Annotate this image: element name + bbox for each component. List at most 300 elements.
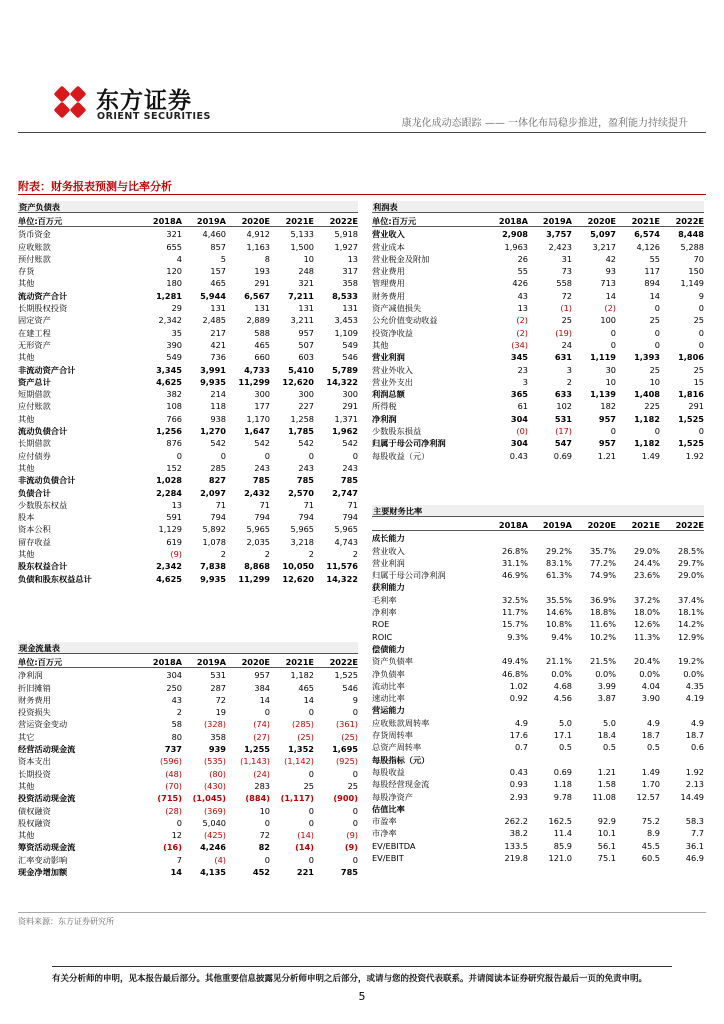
cell-value: 11,299 xyxy=(238,376,270,387)
row-label: 公允价值变动收益 xyxy=(372,315,438,326)
cell-value: 8.9 xyxy=(646,828,660,839)
row-label: 流动负债合计 xyxy=(18,426,68,437)
cell-value: 857 xyxy=(210,241,226,252)
cell-value: (14) xyxy=(297,830,314,841)
cell-value: 61 xyxy=(517,401,528,412)
cell-value: 11,576 xyxy=(326,561,358,572)
cell-value: 0.69 xyxy=(553,450,572,461)
cell-value: 0 xyxy=(352,768,358,779)
cell-value: 83.1% xyxy=(545,557,572,568)
cell-value xyxy=(484,532,528,544)
cell-value: 3 xyxy=(522,376,528,387)
table-row xyxy=(372,388,704,400)
cell-value: 29.2% xyxy=(545,545,572,556)
cell-value: 18.7 xyxy=(641,730,660,741)
cell-value: 37.2% xyxy=(633,594,660,605)
cell-value: 2,747 xyxy=(332,487,358,498)
cell-value: 14,322 xyxy=(326,573,358,584)
table-row xyxy=(372,532,704,544)
cell-value: (70) xyxy=(165,780,182,791)
cell-value xyxy=(616,803,660,815)
cell-value: 285 xyxy=(210,462,226,473)
table-row xyxy=(372,569,704,581)
cell-value: 5.0 xyxy=(558,717,572,728)
cell-value: 120 xyxy=(166,266,182,277)
row-label: 其它 xyxy=(18,731,35,742)
table-row xyxy=(372,643,704,655)
cell-value xyxy=(572,643,616,655)
cell-value: 35.7% xyxy=(589,545,616,556)
balance-sheet-table xyxy=(18,201,358,585)
cell-value: 5,944 xyxy=(200,290,226,301)
table-row xyxy=(372,852,704,864)
cell-value: 0 xyxy=(698,426,704,437)
cell-value: 3,991 xyxy=(200,364,226,375)
cell-value: 1,256 xyxy=(156,426,182,437)
year-header: 2021E xyxy=(631,520,660,530)
cell-value xyxy=(660,643,704,655)
cell-value: 1,182 xyxy=(634,413,660,424)
row-label: 营业收入 xyxy=(372,229,405,240)
cell-value: 25 xyxy=(347,780,358,791)
table-row xyxy=(18,241,358,253)
cell-value: 35 xyxy=(171,327,182,338)
cell-value: 531 xyxy=(210,670,226,681)
row-label: 成长能力 xyxy=(372,533,405,544)
table-row xyxy=(372,400,704,412)
cell-value: 58 xyxy=(171,719,182,730)
cell-value: 300 xyxy=(298,389,314,400)
cell-value: 5,892 xyxy=(202,524,226,535)
table-row xyxy=(18,290,358,302)
row-label: 总资产周转率 xyxy=(372,742,422,753)
cell-value: 248 xyxy=(298,266,314,277)
cell-value: 21.5% xyxy=(589,656,616,667)
cell-value: 2 xyxy=(264,549,270,560)
cell-value: 2,342 xyxy=(156,561,182,572)
cell-value: (535) xyxy=(203,756,226,767)
cell-value: 31 xyxy=(561,253,572,264)
cell-value xyxy=(484,754,528,766)
cell-value: 304 xyxy=(510,438,528,449)
cell-value: 0 xyxy=(264,450,270,461)
cell-value: 14 xyxy=(605,290,616,301)
cell-value: 26 xyxy=(517,253,528,264)
cell-value: 75.2 xyxy=(641,816,660,827)
row-label: ROIC xyxy=(372,631,393,642)
balance-sheet-title: 资产负债表 xyxy=(18,201,358,213)
footer-divider xyxy=(52,966,672,967)
cell-value: 55 xyxy=(517,266,528,277)
table-row xyxy=(372,351,704,363)
cell-value: 85.9 xyxy=(553,840,572,851)
cell-value: 1.21 xyxy=(597,766,616,777)
cell-value: (4) xyxy=(214,854,226,865)
row-label: ROE xyxy=(372,619,390,630)
cell-value: 28.5% xyxy=(677,545,704,556)
cell-value: 2 xyxy=(308,549,314,560)
year-header: 2020E xyxy=(587,216,616,226)
cell-value: 957 xyxy=(298,327,314,338)
cell-value: 633 xyxy=(554,389,572,400)
cell-value: 8,868 xyxy=(244,561,270,572)
cell-value: 1,028 xyxy=(156,475,182,486)
cell-value: 9.3% xyxy=(507,631,528,642)
cell-value: 19 xyxy=(215,707,226,718)
table-row xyxy=(372,704,704,716)
cell-value: (328) xyxy=(203,719,226,730)
cell-value: (17) xyxy=(555,426,572,437)
cell-value: 365 xyxy=(510,389,528,400)
row-label: 财务费用 xyxy=(18,694,51,705)
cell-value: 2,342 xyxy=(158,315,182,326)
cell-value: 549 xyxy=(342,339,358,350)
cell-value: 1,109 xyxy=(334,327,358,338)
cell-value: 9,935 xyxy=(200,573,226,584)
cell-value: 214 xyxy=(210,389,226,400)
cell-value: 1.02 xyxy=(509,680,528,691)
cell-value: 4.04 xyxy=(641,680,660,691)
row-label: 股本 xyxy=(18,512,35,523)
row-label: 营运能力 xyxy=(372,705,405,716)
cell-value: 655 xyxy=(166,241,182,252)
cell-value: 1,139 xyxy=(590,389,616,400)
cell-value: 12,620 xyxy=(282,573,314,584)
cell-value: (80) xyxy=(209,768,226,779)
row-label: 短期借款 xyxy=(18,389,51,400)
row-label: 应付债券 xyxy=(18,450,51,461)
cell-value: 72 xyxy=(215,694,226,705)
cell-value: 0 xyxy=(220,450,226,461)
cell-value: 29 xyxy=(171,303,182,314)
cell-value: 25 xyxy=(693,315,704,326)
cell-value: 3,211 xyxy=(290,315,314,326)
year-header: 2020E xyxy=(241,216,270,226)
cell-value: (1,117) xyxy=(280,793,314,804)
cell-value: (19) xyxy=(555,327,572,338)
cell-value: 131 xyxy=(254,303,270,314)
table-row xyxy=(18,474,358,486)
cell-value: 10.1 xyxy=(597,828,616,839)
cell-value: 46.9 xyxy=(685,853,704,864)
cell-value: 80 xyxy=(171,731,182,742)
cell-value: 55 xyxy=(649,253,660,264)
year-header: 2022E xyxy=(329,216,358,226)
cell-value: 30 xyxy=(605,364,616,375)
cell-value: 1,647 xyxy=(244,426,270,437)
cell-value: 1.18 xyxy=(553,779,572,790)
cell-value: 133.5 xyxy=(504,840,528,851)
cell-value: 38.2 xyxy=(509,828,528,839)
cell-value: 0 xyxy=(698,303,704,314)
cell-value: 9.4% xyxy=(551,631,572,642)
cell-value: 15 xyxy=(693,376,704,387)
cell-value: 71 xyxy=(259,499,270,510)
table-row xyxy=(372,717,704,729)
table-row xyxy=(372,364,704,376)
table-row xyxy=(372,655,704,667)
cell-value: 2,284 xyxy=(156,487,182,498)
year-header: 2022E xyxy=(675,216,704,226)
table-row xyxy=(372,241,704,253)
table-row xyxy=(372,766,704,778)
table-header-row xyxy=(18,656,358,668)
cell-value: 0 xyxy=(264,854,270,865)
cell-value xyxy=(572,704,616,716)
cell-value: 100 xyxy=(600,315,616,326)
cell-value: 1.49 xyxy=(641,766,660,777)
cell-value: 0 xyxy=(308,707,314,718)
row-label: 存货 xyxy=(18,266,35,277)
cell-value: 71 xyxy=(303,499,314,510)
row-label: EV/EBIT xyxy=(372,853,404,864)
cell-value: 14 xyxy=(170,867,182,878)
cell-value: 46.9% xyxy=(501,570,528,581)
company-logo xyxy=(48,80,211,124)
cell-value: 1.70 xyxy=(641,779,660,790)
cell-value xyxy=(484,643,528,655)
cell-value: (27) xyxy=(253,731,270,742)
cell-value: 345 xyxy=(510,352,528,363)
row-label: 其他 xyxy=(18,462,35,473)
cell-value: 17.6 xyxy=(509,730,528,741)
row-label: 少数股东权益 xyxy=(18,499,68,510)
cell-value: (34) xyxy=(511,339,528,350)
cell-value: 73 xyxy=(561,266,572,277)
row-label: 资产减值损失 xyxy=(372,303,422,314)
row-label: 毛利率 xyxy=(372,594,397,605)
cell-value: 426 xyxy=(512,278,528,289)
row-label: 现金净增加额 xyxy=(18,867,68,878)
row-label: 获利能力 xyxy=(372,582,405,593)
cell-value: 4.9 xyxy=(690,717,704,728)
cell-value xyxy=(660,532,704,544)
header-divider xyxy=(18,132,706,133)
cell-value: 957 xyxy=(254,670,270,681)
cell-value: 12.57 xyxy=(636,791,660,802)
cell-value: 957 xyxy=(598,413,616,424)
cell-value: 1,281 xyxy=(156,290,182,301)
cell-value: (1,142) xyxy=(284,756,314,767)
row-label: 其他 xyxy=(18,780,35,791)
cell-value: 0.0% xyxy=(595,668,616,679)
row-label: 每股指标（元） xyxy=(372,754,430,765)
cell-value: 71 xyxy=(215,499,226,510)
cell-value: 9 xyxy=(698,290,704,301)
cell-value: 358 xyxy=(342,278,358,289)
cell-value: 58.3 xyxy=(685,816,704,827)
cell-value: 0 xyxy=(610,327,616,338)
row-label: 其他 xyxy=(18,549,35,560)
table-row xyxy=(18,376,358,388)
cell-value: 1,255 xyxy=(244,744,270,755)
section-title: 附表：财务报表预测与比率分析 xyxy=(18,180,172,193)
cell-value: 0 xyxy=(308,450,314,461)
cell-value: 3,757 xyxy=(546,229,572,240)
row-label: 负债和股东权益总计 xyxy=(18,573,92,584)
cell-value: 45.5 xyxy=(641,840,660,851)
cell-value: 785 xyxy=(252,475,270,486)
row-label: 投资活动现金流 xyxy=(18,793,76,804)
cell-value: 121.0 xyxy=(548,853,572,864)
table-row xyxy=(372,778,704,790)
cell-value: 0.93 xyxy=(509,779,528,790)
cell-value: 0 xyxy=(698,327,704,338)
row-label: 归属于母公司净利润 xyxy=(372,438,446,449)
cell-value: 12,620 xyxy=(282,376,314,387)
cell-value: 794 xyxy=(210,512,226,523)
data-source-note: 资料来源：东方证券研究所 xyxy=(18,917,114,926)
cell-value: (9) xyxy=(170,549,182,560)
cell-value: 217 xyxy=(210,327,226,338)
row-label: 资产总计 xyxy=(18,376,51,387)
cell-value: 131 xyxy=(298,303,314,314)
cell-value: 2,889 xyxy=(246,315,270,326)
cell-value: 0.43 xyxy=(509,450,528,461)
cell-value: 10.2% xyxy=(589,631,616,642)
row-label: 净利润 xyxy=(372,413,397,424)
cell-value: 304 xyxy=(166,670,182,681)
cell-value: 10 xyxy=(259,805,270,816)
cell-value: 4,625 xyxy=(156,573,182,584)
logo-english-name: ORIENT SECURITIES xyxy=(97,111,211,122)
cell-value xyxy=(616,643,660,655)
cell-value xyxy=(616,754,660,766)
cell-value xyxy=(484,581,528,593)
table-row xyxy=(18,364,358,376)
row-label: 债权融资 xyxy=(18,805,51,816)
table-row xyxy=(18,327,358,339)
cell-value: 2,432 xyxy=(244,487,270,498)
cell-value: 785 xyxy=(296,475,314,486)
row-label: 无形资产 xyxy=(18,339,51,350)
row-label: 营业收入 xyxy=(372,545,405,556)
row-label: 其他 xyxy=(18,830,35,841)
row-label: 汇率变动影响 xyxy=(18,854,68,865)
cell-value: 0.5 xyxy=(602,742,616,753)
cell-value: 4,135 xyxy=(200,867,226,878)
cell-value: (715) xyxy=(157,793,182,804)
cell-value: 939 xyxy=(208,744,226,755)
cell-value: 43 xyxy=(517,290,528,301)
cell-value: 18.8% xyxy=(589,607,616,618)
row-label: 应付账款 xyxy=(18,401,51,412)
row-label: 股权融资 xyxy=(18,817,51,828)
cell-value: 1,927 xyxy=(334,241,358,252)
cell-value: 243 xyxy=(342,462,358,473)
cell-value: (0) xyxy=(516,426,528,437)
cell-value: 1,525 xyxy=(678,438,704,449)
row-label: 投资损失 xyxy=(18,707,51,718)
cell-value: (9) xyxy=(346,830,358,841)
cell-value: 421 xyxy=(210,339,226,350)
cell-value: 4,625 xyxy=(156,376,182,387)
year-header: 2019A xyxy=(542,216,572,226)
cell-value: 1,170 xyxy=(246,413,270,424)
table-row xyxy=(372,815,704,827)
cell-value: 49.4% xyxy=(501,656,528,667)
table-row xyxy=(18,573,358,585)
cell-value: 131 xyxy=(342,303,358,314)
cell-value: 3,345 xyxy=(156,364,182,375)
cell-value: 0 xyxy=(610,426,616,437)
table-row xyxy=(372,729,704,741)
cell-value: 14.49 xyxy=(680,791,704,802)
cell-value: 876 xyxy=(166,438,182,449)
cell-value xyxy=(572,581,616,593)
row-label: 固定资产 xyxy=(18,315,51,326)
table-row xyxy=(18,536,358,548)
cell-value: 0 xyxy=(698,339,704,350)
table-row xyxy=(372,253,704,265)
row-label: 市盈率 xyxy=(372,816,397,827)
cell-value: 11.3% xyxy=(633,631,660,642)
cell-value: 3.87 xyxy=(597,693,616,704)
row-label: 资本支出 xyxy=(18,756,51,767)
cell-value: 11.6% xyxy=(589,619,616,630)
cell-value: 9 xyxy=(352,694,358,705)
cell-value: 46.8% xyxy=(501,668,528,679)
cell-value: 243 xyxy=(254,462,270,473)
cell-value: (369) xyxy=(203,805,226,816)
row-label: 其他 xyxy=(18,278,35,289)
cell-value: 619 xyxy=(166,536,182,547)
cell-value: 14.6% xyxy=(545,607,572,618)
logo-mark-icon xyxy=(48,80,92,124)
cell-value: 177 xyxy=(254,401,270,412)
year-header: 2021E xyxy=(631,216,660,226)
cell-value: 0 xyxy=(352,450,358,461)
cell-value: 5 xyxy=(220,253,226,264)
cell-value: 766 xyxy=(166,413,182,424)
cell-value xyxy=(572,803,616,815)
section-divider xyxy=(18,194,706,195)
cell-value: 304 xyxy=(510,413,528,424)
cell-value: 1,408 xyxy=(634,389,660,400)
table-row xyxy=(18,669,358,681)
cell-value: 3.99 xyxy=(597,680,616,691)
cell-value: 0 xyxy=(352,707,358,718)
cell-value: 162.5 xyxy=(548,816,572,827)
row-label: 管理费用 xyxy=(372,278,405,289)
cell-value: 24.4% xyxy=(633,557,660,568)
unit-label: 单位:百万元 xyxy=(18,657,63,667)
cell-value: 1,163 xyxy=(246,241,270,252)
financial-ratios-table xyxy=(372,505,704,864)
cell-value: 18.7 xyxy=(685,730,704,741)
row-label: 货币资金 xyxy=(18,229,51,240)
cell-value: 785 xyxy=(340,475,358,486)
table-row xyxy=(18,523,358,535)
table-row xyxy=(372,606,704,618)
cell-value: 10.8% xyxy=(545,619,572,630)
cell-value: 0 xyxy=(610,339,616,350)
cell-value: 9,935 xyxy=(200,376,226,387)
cell-value: (9) xyxy=(344,842,358,853)
cell-value: (925) xyxy=(335,756,358,767)
row-label: 所得税 xyxy=(372,401,397,412)
row-label: EV/EBITDA xyxy=(372,840,416,851)
cell-value: 938 xyxy=(210,413,226,424)
table-row xyxy=(372,277,704,289)
cell-value: 7.7 xyxy=(690,828,704,839)
cell-value: 25 xyxy=(303,780,314,791)
cell-value: (2) xyxy=(604,303,616,314)
cell-value: 93 xyxy=(605,266,616,277)
table-row xyxy=(372,413,704,425)
cell-value: (1) xyxy=(560,303,572,314)
cell-value: 1,500 xyxy=(290,241,314,252)
